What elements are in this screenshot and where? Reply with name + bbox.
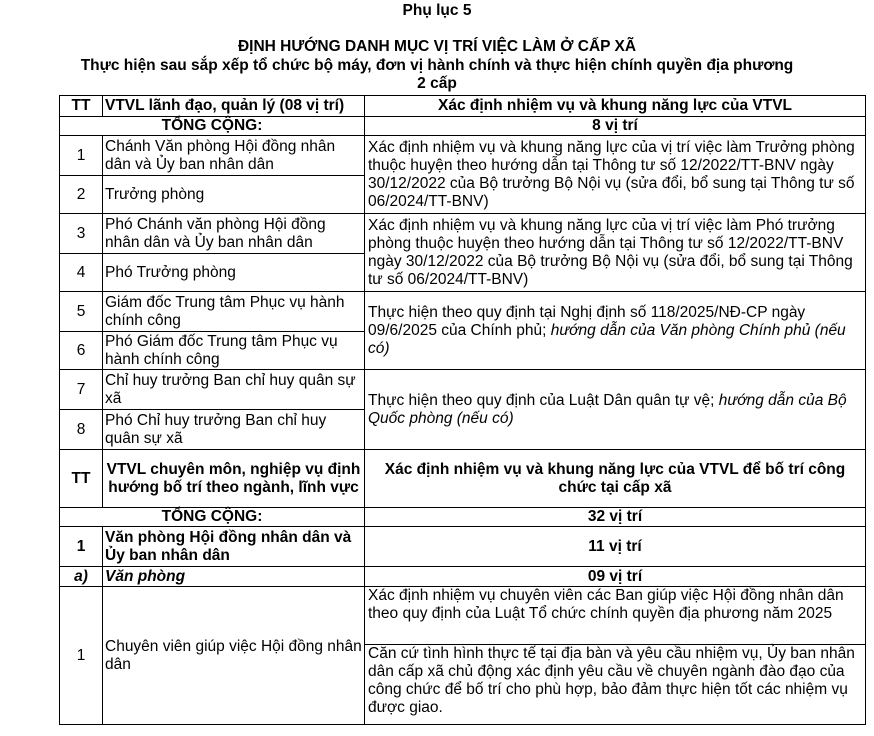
group-number: 1	[60, 527, 103, 567]
description-text: Thực hiện theo quy định của Luật Dân quân tự vệ;	[368, 391, 719, 409]
row-number: 6	[60, 332, 103, 370]
subgroup-label: a)	[60, 567, 103, 587]
table-row	[60, 136, 866, 176]
total-value: 32 vị trí	[365, 508, 866, 527]
row-number: 5	[60, 292, 103, 332]
position-name: Phó Trưởng phòng	[103, 254, 365, 292]
document-title: ĐỊNH HƯỚNG DANH MỤC VỊ TRÍ VIỆC LÀM Ở CẤP XÃ	[237, 38, 637, 55]
row-number: 2	[60, 176, 103, 214]
position-description: Xác định nhiệm vụ chuyên viên các Ban giúp việc Hội đồng nhân dân theo quy định của Luật Tổ chức chính quyền địa phương năm 2025	[365, 587, 866, 645]
description-text: Thực hiện theo quy định tại Nghị định số 118/2025/NĐ-CP ngày 09/6/2025 của Chính phủ;	[368, 303, 806, 339]
row-number: 3	[60, 214, 103, 254]
subgroup-name: Văn phòng	[103, 567, 365, 587]
column-header-description: Xác định nhiệm vụ và khung năng lực của VTVL	[365, 96, 866, 117]
position-name: Giám đốc Trung tâm Phục vụ hành chính công	[103, 292, 365, 332]
subgroup-row	[60, 567, 866, 587]
professional-total-row	[60, 508, 866, 527]
subgroup-count: 09 vị trí	[365, 567, 866, 587]
position-description	[365, 292, 866, 370]
position-name: Chỉ huy trưởng Ban chỉ huy quân sự xã	[103, 370, 365, 410]
position-name: Chánh Văn phòng Hội đồng nhân dân và Ủy ban nhân dân	[103, 136, 365, 176]
row-number: 1	[60, 136, 103, 176]
position-name: Chuyên viên giúp việc Hội đồng nhân dân	[103, 587, 365, 725]
position-name: Phó Chỉ huy trưởng Ban chỉ huy quân sự xã	[103, 410, 365, 450]
column-header-description: Xác định nhiệm vụ và khung năng lực của VTVL để bố trí công chức tại cấp xã	[365, 450, 866, 508]
position-description: Xác định nhiệm vụ và khung năng lực của vị trí việc làm Trưởng phòng thuộc huyện theo hướng dẫn tại Thông tư số 12/2022/TT-BNV ngày 30/12/2022 của Bộ trưởng Bộ Nội vụ (sửa đổi, bổ sung tại Thông tư số 06/2024/TT-BNV)	[365, 136, 866, 214]
position-name: Phó Giám đốc Trung tâm Phục vụ hành chính công	[103, 332, 365, 370]
appendix-label: Phụ lục 5	[402, 2, 472, 19]
total-label: TỔNG CỘNG:	[60, 508, 365, 527]
total-label: TỔNG CỘNG:	[60, 117, 365, 136]
position-description	[365, 370, 866, 450]
position-description: Xác định nhiệm vụ và khung năng lực của vị trí việc làm Phó trưởng phòng thuộc huyện theo hướng dẫn tại Thông tư số 12/2022/TT-BNV ngày 30/12/2022 của Bộ trưởng Bộ Nội vụ (sửa đổi, bổ sung tại Thông tư số 06/2024/TT-BNV)	[365, 214, 866, 292]
total-value: 8 vị trí	[365, 117, 866, 136]
group-count: 11 vị trí	[365, 527, 866, 567]
column-header-tt: TT	[60, 96, 103, 117]
row-number: 7	[60, 370, 103, 410]
position-name: Phó Chánh văn phòng Hội đồng nhân dân và Ủy ban nhân dân	[103, 214, 365, 254]
table-row	[60, 587, 866, 645]
group-name: Văn phòng Hội đồng nhân dân và Ủy ban nhân dân	[103, 527, 365, 567]
leadership-total-row	[60, 117, 866, 136]
row-number: 1	[60, 587, 103, 725]
row-number: 4	[60, 254, 103, 292]
leadership-header-row	[60, 96, 866, 117]
column-header-leadership: VTVL lãnh đạo, quản lý (08 vị trí)	[103, 96, 365, 117]
document-subtitle: Thực hiện sau sắp xếp tổ chức bộ máy, đơn vị hành chính và thực hiện chính quyền địa phương	[80, 57, 794, 74]
document-subtitle-continued: 2 cấp	[417, 75, 457, 92]
table-row	[60, 292, 866, 332]
job-position-table	[59, 95, 866, 725]
description-guidance: hướng dẫn của Văn phòng Chính phủ (nếu có)	[368, 321, 846, 357]
group-row	[60, 527, 866, 567]
column-header-tt: TT	[60, 450, 103, 508]
position-name: Trưởng phòng	[103, 176, 365, 214]
table-row	[60, 370, 866, 410]
column-header-professional: VTVL chuyên môn, nghiệp vụ định hướng bố trí theo ngành, lĩnh vực	[103, 450, 365, 508]
table-row	[60, 214, 866, 254]
description-guidance: hướng dẫn của Bộ Quốc phòng (nếu có)	[368, 391, 847, 427]
professional-header-row	[60, 450, 866, 508]
row-number: 8	[60, 410, 103, 450]
position-description-note: Căn cứ tình hình thực tế tại địa bàn và yêu cầu nhiệm vụ, Ủy ban nhân dân cấp xã chủ động xác định yêu cầu về chuyên ngành đào đạo của công chức để bố trí cho phù hợp, bảo đảm thực hiện tốt các nhiệm vụ được giao.	[365, 645, 866, 725]
